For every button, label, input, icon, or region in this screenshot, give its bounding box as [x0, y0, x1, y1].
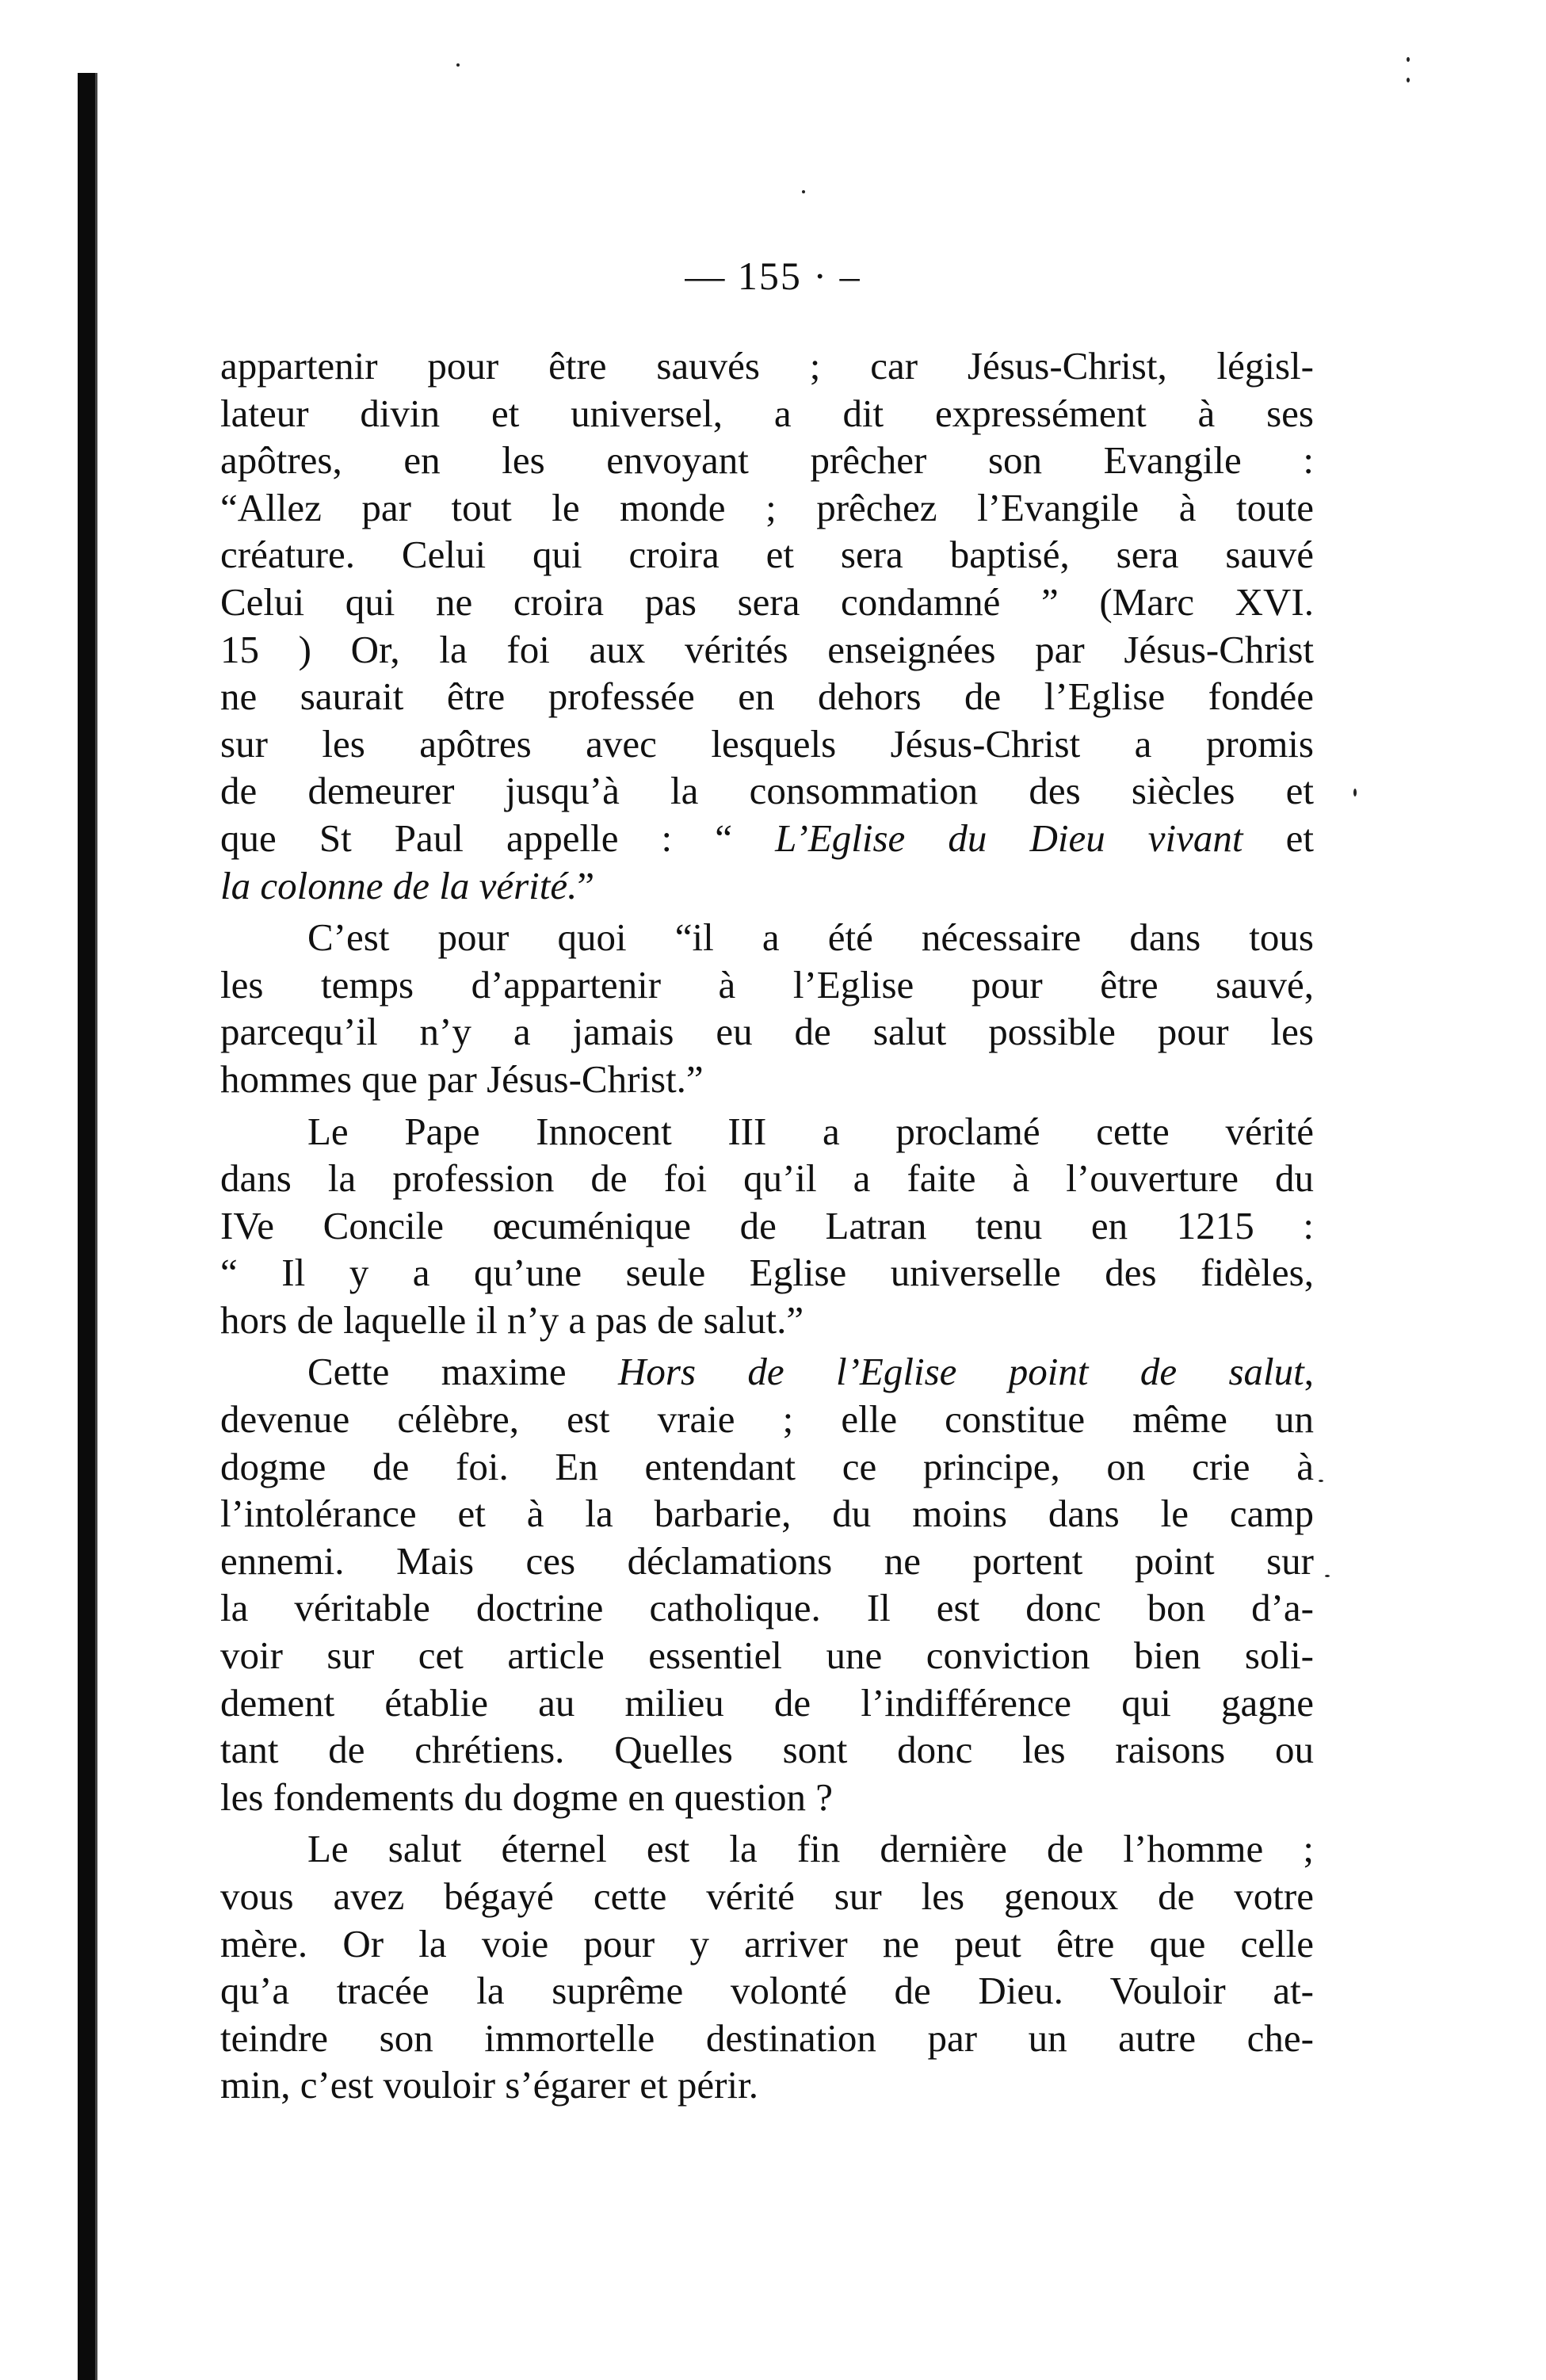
- text-line: ne saurait être professée en dehors de l’Eglise fondée: [220, 674, 1314, 719]
- text-line: Le Pape Innocent III a proclamé cette vérité: [307, 1109, 1314, 1153]
- text-run: et: [1243, 816, 1314, 860]
- text-line: “ Il y a qu’une seule Eglise universelle des fidèles,: [220, 1251, 1314, 1295]
- text-line: C’est pour quoi “il a été nécessaire dans tous: [307, 915, 1314, 960]
- text-line: [220, 1348, 1314, 1396]
- text-line: [220, 815, 1314, 862]
- text-line: hommes que par Jésus-Christ.”: [220, 1056, 704, 1101]
- scan-speck: [1325, 1575, 1330, 1577]
- text-line: parcequ’il n’y a jamais eu de salut possible pour les: [220, 1010, 1314, 1054]
- text-line: IVe Concile œcuménique de Latran tenu en 1215 :: [220, 1203, 1314, 1247]
- text-line: [220, 862, 1314, 910]
- body-text: [220, 342, 1314, 2109]
- text-line: vous avez bégayé cette vérité sur les genoux de votre: [220, 1874, 1314, 1918]
- text-run: que St Paul appelle : “: [220, 816, 776, 860]
- text-line: les fondements du dogme en question ?: [220, 1774, 833, 1819]
- scan-speck: [802, 190, 805, 193]
- italic-run: L’Eglise du Dieu vivant: [775, 816, 1243, 860]
- paragraph: [220, 342, 1314, 909]
- paragraph: [220, 914, 1314, 1102]
- text-line: “Allez par tout le monde ; prêchez l’Evangile à toute: [220, 485, 1314, 529]
- text-line: tant de chrétiens. Quelles sont donc les raisons ou: [220, 1728, 1314, 1772]
- text-line: Le salut éternel est la fin dernière de l’homme ;: [307, 1827, 1314, 1871]
- text-line: voir sur cet article essentiel une conviction bien soli-: [220, 1633, 1314, 1678]
- italic-run: Hors de l’Eglise point de salut: [617, 1350, 1304, 1394]
- text-line: dogme de foi. En entendant ce principe, on crie à: [220, 1444, 1314, 1488]
- text-line: hors de laquelle il n’y a pas de salut.”: [220, 1297, 804, 1342]
- text-run: Cette maxime: [307, 1350, 618, 1394]
- scan-speck: [1319, 1480, 1323, 1482]
- binding-strip: [78, 73, 95, 2380]
- text-line: teindre son immortelle destination par un autre che-: [220, 2015, 1314, 2060]
- text-line: min, c’est vouloir s’égarer et périr.: [220, 2063, 758, 2107]
- paragraph: [220, 1348, 1314, 1820]
- text-line: dement établie au milieu de l’indifférence qui gagne: [220, 1680, 1314, 1725]
- scan-speck: [1353, 789, 1357, 797]
- text-line: sur les apôtres avec lesquels Jésus-Christ a promis: [220, 721, 1314, 766]
- text-line: de demeurer jusqu’à la consommation des siècles et: [220, 769, 1314, 813]
- paragraph: [220, 1825, 1314, 2109]
- text-line: mère. Or la voie pour y arriver ne peut être que celle: [220, 1921, 1314, 1966]
- text-line: dans la profession de foi qu’il a faite à l’ouverture du: [220, 1156, 1314, 1201]
- text-line: apôtres, en les envoyant prêcher son Evangile :: [220, 438, 1314, 483]
- text-line: qu’a tracée la suprême volonté de Dieu. Vouloir at-: [220, 1969, 1314, 2013]
- text-line: appartenir pour être sauvés ; car Jésus-Christ, législ-: [220, 344, 1314, 388]
- text-line: lateur divin et universel, a dit expressément à ses: [220, 391, 1314, 435]
- paragraph: [220, 1108, 1314, 1344]
- text-line: créature. Celui qui croira et sera baptisé, sera sauvé: [220, 533, 1314, 577]
- scan-speck: [1407, 57, 1410, 62]
- text-run: ,: [1304, 1350, 1314, 1394]
- page-number: — 155 · –: [685, 254, 861, 298]
- text-line: la véritable doctrine catholique. Il est donc bon d’a-: [220, 1586, 1314, 1630]
- text-run: ”: [577, 863, 595, 907]
- text-line: l’intolérance et à la barbarie, du moins dans le camp: [220, 1492, 1314, 1536]
- text-line: ennemi. Mais ces déclamations ne portent point sur: [220, 1538, 1314, 1583]
- scan-speck: [456, 63, 460, 67]
- scan-speck: [1407, 78, 1410, 82]
- binding-strip-edge: [95, 73, 97, 2380]
- italic-run: la colonne de la vérité.: [220, 863, 578, 907]
- text-line: les temps d’appartenir à l’Eglise pour être sauvé,: [220, 962, 1314, 1007]
- text-line: 15 ) Or, la foi aux vérités enseignées par Jésus-Christ: [220, 627, 1314, 671]
- text-line: Celui qui ne croira pas sera condamné ” (Marc XVI.: [220, 579, 1314, 624]
- text-line: devenue célèbre, est vraie ; elle constitue même un: [220, 1397, 1314, 1442]
